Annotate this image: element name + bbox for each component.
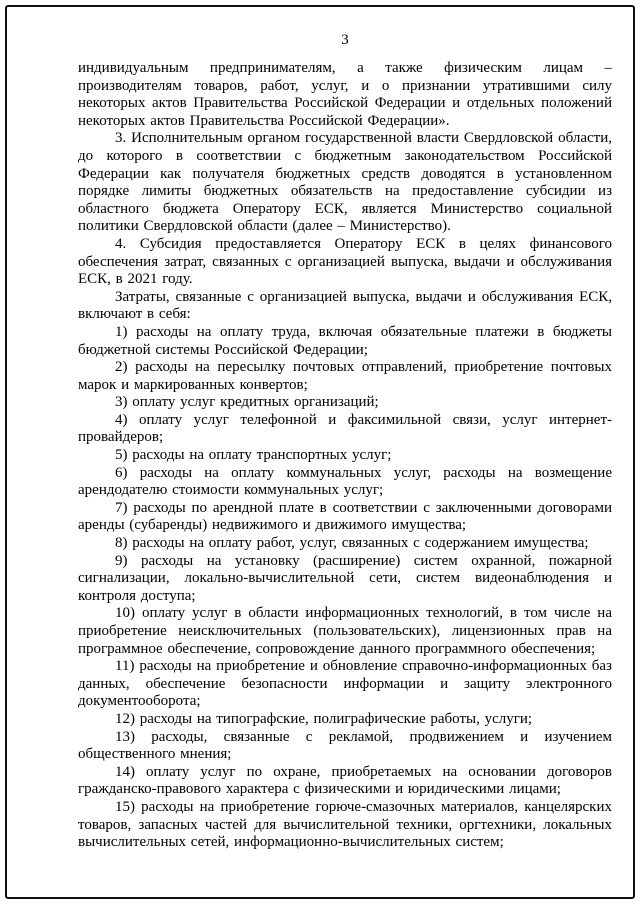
- paragraph: 8) расходы на оплату работ, услуг, связанных с содержанием имущества;: [115, 535, 589, 552]
- paragraph: 12) расходы на типографские, полиграфические работы, услуги;: [115, 710, 533, 727]
- paragraph: Затраты, связанные с организацией выпуска, выдачи и обслуживания ЕСК, включают в себя:: [78, 288, 612, 323]
- paragraph: 4) оплату услуг телефонной и факсимильной связи, услуг интернет-провайдеров;: [78, 411, 612, 446]
- paragraph: 15) расходы на приобретение горюче-смазочных материалов, канцелярских товаров, запасных частей для вычислительной техники, оргтехники, локальных вычислительных сетей, информационно-вычислительных систем;: [78, 798, 612, 851]
- document-body: [78, 60, 612, 852]
- paragraph: 14) оплату услуг по охране, приобретаемых на основании договоров гражданско-правового характера с физическими и юридическими лицами;: [78, 763, 612, 798]
- page-number: 3: [341, 32, 349, 48]
- paragraph: 7) расходы по арендной плате в соответствии с заключенными договорами аренды (субаренды) недвижимого и движимого имущества;: [78, 499, 612, 534]
- paragraph: 3. Исполнительным органом государственной власти Свердловской области, до которого в соответствии с бюджетным законодательством Российской Федерации как получателя бюджетных средств доводятся в установленном порядке лимиты бюджетных обязательств на предоставление субсидии из областного бюджета Оператору ЕСК, является Министерство социальной политики Свердловской области (далее – Министерство).: [78, 130, 612, 235]
- paragraph: 1) расходы на оплату труда, включая обязательные платежи в бюджеты бюджетной системы Российской Федерации;: [78, 323, 612, 358]
- document-page: [78, 32, 612, 852]
- paragraph: 10) оплату услуг в области информационных технологий, в том числе на приобретение неисключительных (пользовательских), лицензионных прав на программное обеспечение, сопровождение данного программного обеспечения;: [78, 605, 612, 657]
- paragraph: 3) оплату услуг кредитных организаций;: [115, 394, 379, 411]
- paragraph: индивидуальным предпринимателям, а также физическим лицам – производителям товаров, работ, услуг, и о признании утратившими силу некоторых актов Правительства Российской Федерации и отдельных положений некоторых актов Правительства Российской Федерации».: [78, 60, 612, 129]
- paragraph: 6) расходы на оплату коммунальных услуг, расходы на возмещение арендодателю стоимости коммунальных услуг;: [78, 464, 612, 499]
- paragraph: 5) расходы на оплату транспортных услуг;: [115, 447, 392, 464]
- paragraph: 13) расходы, связанные с рекламой, продвижением и изучением общественного мнения;: [78, 728, 612, 763]
- paragraph: 11) расходы на приобретение и обновление справочно-информационных баз данных, обеспечение безопасности информации и защиту электронного документооборота;: [78, 658, 612, 710]
- paragraph: 4. Субсидия предоставляется Оператору ЕСК в целях финансового обеспечения затрат, связанных с организацией выпуска, выдачи и обслуживания ЕСК, в 2021 году.: [78, 235, 612, 288]
- paragraph: 2) расходы на пересылку почтовых отправлений, приобретение почтовых марок и маркированных конвертов;: [78, 359, 612, 393]
- paragraph: 9) расходы на установку (расширение) систем охранной, пожарной сигнализации, локально-вычислительной сети, систем видеонаблюдения и контроля доступа;: [78, 552, 612, 604]
